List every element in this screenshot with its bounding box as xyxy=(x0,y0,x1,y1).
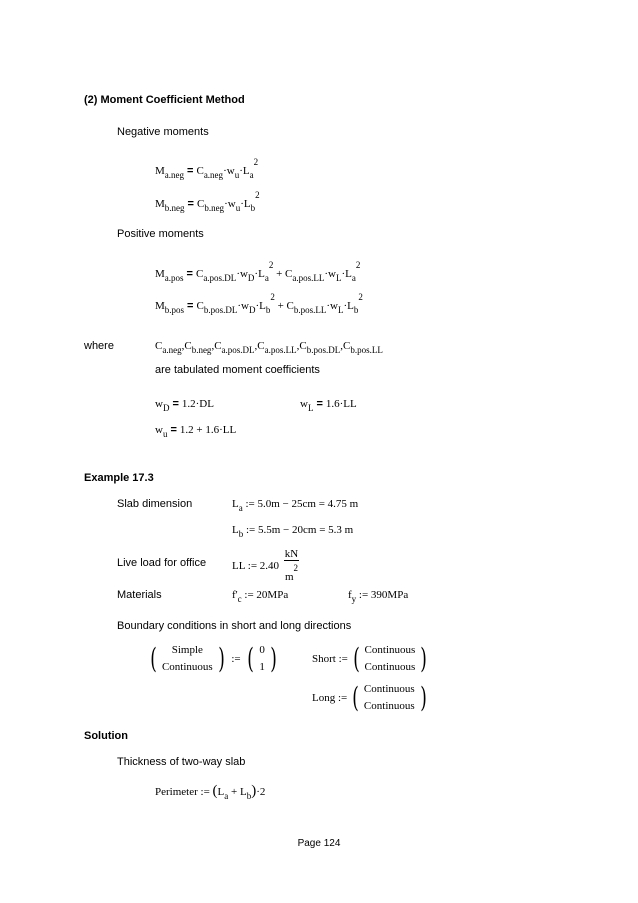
eq-la: $L_a$ := 5.0m − 25cm = 4.75 m xyxy=(232,498,359,513)
materials-label: Materials xyxy=(117,589,162,601)
negative-moments-label: Negative moments xyxy=(117,126,209,138)
eq-perimeter: Perimeter := $(L_a + L_b)\cdot 2$ xyxy=(155,783,266,801)
coefficient-note: are tabulated moment coefficients xyxy=(155,364,320,376)
eq-mb-neg: $M_{b.neg} = C_{b.neg}\cdot w_u\cdot L_b^2$ xyxy=(155,190,260,213)
page-number: Page 124 xyxy=(297,838,341,849)
eq-wu: $w_u = 1.2 + 1.6\cdot LL$ xyxy=(155,424,237,439)
bc-short-matrix: Short := ( Continuous Continuous ) xyxy=(312,642,428,675)
live-load-label: Live load for office xyxy=(117,557,207,569)
eq-ma-pos: $M_{a.pos} = C_{a.pos.DL}\cdot w_D\cdot L_a^2 + C_{a.pos.LL}\cdot w_L\cdot L_a^2$ xyxy=(155,260,361,283)
bc-long-matrix: Long := ( Continuous Continuous ) xyxy=(312,681,427,714)
eq-ma-neg: $M_{a.neg} = C_{a.neg}\cdot w_u\cdot L_a^2$ xyxy=(155,157,259,180)
eq-fc: $f'_c$ := 20MPa xyxy=(232,589,289,604)
bc-definition-matrix: ( Simple Continuous ) := ( 0 1 ) xyxy=(150,642,277,675)
section-title: (2) Moment Coefficient Method xyxy=(84,94,245,106)
solution-title: Solution xyxy=(84,730,128,742)
thickness-label: Thickness of two-way slab xyxy=(117,756,246,768)
eq-wl: $w_L = 1.6\cdot LL$ xyxy=(300,398,357,413)
eq-fy: $f_y$ := 390MPa xyxy=(348,589,409,604)
positive-moments-label: Positive moments xyxy=(117,228,204,240)
slab-dimension-label: Slab dimension xyxy=(117,498,193,510)
eq-lb: $L_b$ := 5.5m − 20cm = 5.3 m xyxy=(232,524,354,539)
example-title: Example 17.3 xyxy=(84,472,154,484)
boundary-label: Boundary conditions in short and long directions xyxy=(117,620,352,632)
eq-wd: $w_D = 1.2\cdot DL$ xyxy=(155,398,214,413)
coefficient-list: $C_{a.neg},C_{b.neg},C_{a.pos.DL},C_{a.pos.LL},C_{b.pos.DL},C_{b.pos.LL}$ xyxy=(155,340,383,355)
eq-ll: LL := 2.40 $\frac{kN}{m^2}$ xyxy=(232,548,299,583)
eq-mb-pos: $M_{b.pos} = C_{b.pos.DL}\cdot w_D\cdot L_b^2 + C_{b.pos.LL}\cdot w_L\cdot L_b^2$ xyxy=(155,292,363,315)
where-label: where xyxy=(84,340,114,352)
